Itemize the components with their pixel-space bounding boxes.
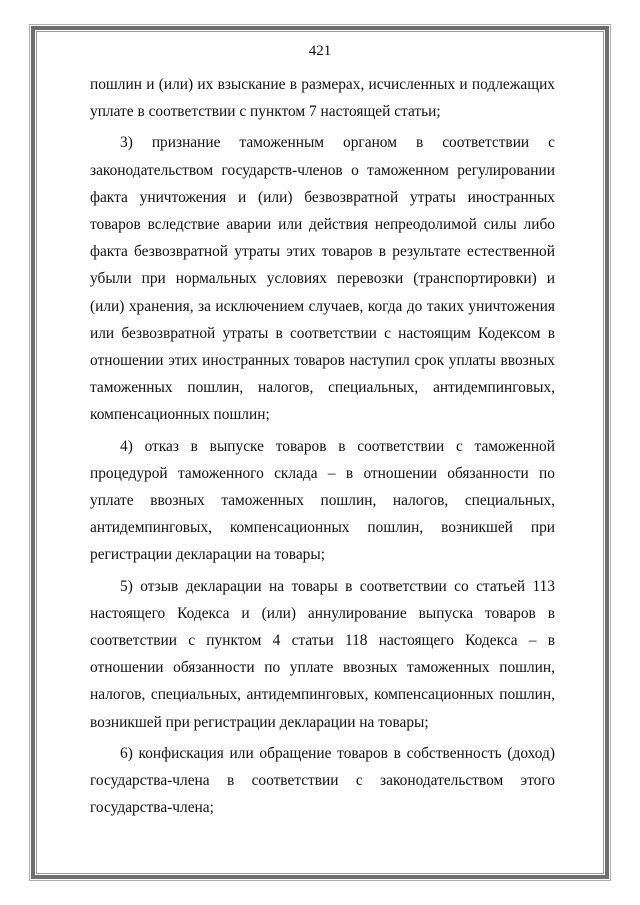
paragraph-item-3: 3) признание таможенным органом в соответствии с законодательством государств-членов о таможенном регулировании факта уничтожения и (или) безвозвратной утраты иностранных товаров вследствие аварии или действия непреодолимой силы либо факта безвозвратной утраты этих товаров в результате естественной убыли при нормальных условиях перевозки (транспортировки) и (или) хранения, за исключением случаев, когда до таких уничтожения или безвозвратной утраты в соответствии с настоящим Кодексом в отношении этих иностранных товаров наступил срок уплаты ввозных таможенных пошлин, налогов, специальных, антидемпинговых, компенсационных пошлин; [90, 134, 555, 424]
document-page [31, 26, 609, 879]
paragraph-item-4: 4) отказ в выпуске товаров в соответствии с таможенной процедурой таможенного склада – в отношении обязанности по уплате ввозных таможенных пошлин, налогов, специальных, антидемпинговых, компенсационных пошлин, возникшей при регистрации декларации на товары; [90, 437, 555, 564]
page-number: 421 [308, 43, 332, 59]
paragraph-continuation: пошлин и (или) их взыскание в размерах, исчисленных и подлежащих уплате в соответствии с пунктом 7 настоящей статьи; [90, 76, 555, 121]
paragraph-item-5: 5) отзыв декларации на товары в соответствии со статьей 113 настоящего Кодекса и (или) аннулирование выпуска товаров в соответствии с пунктом 4 статьи 118 настоящего Кодекса – в отношении обязанности по уплате ввозных таможенных пошлин, налогов, специальных, антидемпинговых, компенсационных пошлин, возникшей при регистрации декларации на товары; [90, 577, 555, 731]
paragraph-item-6: 6) конфискация или обращение товаров в собственность (доход) государства-члена в соответствии с законодательством этого государства-члена; [90, 744, 555, 817]
document-text [90, 71, 555, 825]
